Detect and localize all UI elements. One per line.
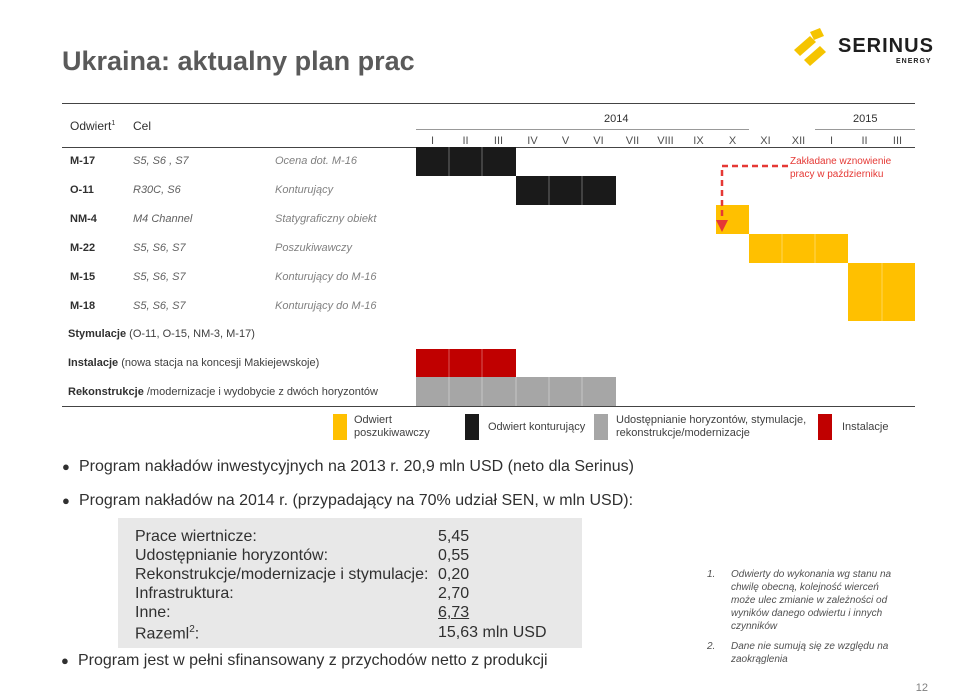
month-label: XII: [791, 135, 806, 147]
legend-label-exploration: Odwiert poszukiwawczy: [354, 414, 430, 439]
month-label: VII: [625, 135, 640, 147]
restart-note: Zakładane wznowienie pracy w październiku: [790, 156, 892, 180]
month-label: VIII: [657, 135, 674, 147]
well-id: M-15: [70, 271, 96, 283]
well-id: M-18: [70, 300, 96, 312]
well-id: O-11: [70, 184, 94, 196]
bullet-funding: ● Program jest w pełni sfinansowany z przychodów netto z produkcji: [61, 652, 548, 669]
legend-swatch-appraisal: [465, 414, 479, 440]
capex-value: 6,73: [438, 604, 470, 621]
capex-total-value: 15,63 mln USD: [438, 624, 547, 641]
page-number: 12: [915, 682, 928, 694]
legend-label-appraisal: Odwiert konturujący: [488, 421, 586, 433]
well-target: M4 Channel: [133, 213, 193, 225]
well-type: Konturujący do M-16: [275, 300, 377, 312]
year-2014: 2014: [604, 113, 629, 125]
reconstruction-row-label: Rekonstrukcje /modernizacje i wydobycie z dwóch horyzontów: [68, 386, 378, 398]
month-label: I: [430, 135, 435, 147]
col-well-header: Odwiert$^1$: [70, 119, 116, 133]
legend-label-workover: Udostępnianie horyzontów, stymulacje, rekonstrukcje/modernizacje: [616, 414, 807, 439]
logo-subtitle: ENERGY: [896, 58, 932, 65]
well-type: Poszukiwawczy: [275, 242, 353, 254]
well-target: R30C, S6: [133, 184, 181, 196]
bullet-icon: ●: [62, 459, 70, 474]
serinus-logo-icon: [790, 28, 836, 68]
month-label: III: [493, 135, 504, 147]
restart-arrow-icon: [712, 146, 792, 236]
capex-value: 2,70: [438, 585, 470, 602]
capex-value: 5,45: [438, 528, 470, 545]
well-type: Statygraficzny obiekt: [275, 213, 377, 225]
well-target: S5, S6, S7: [133, 300, 186, 312]
month-label: III: [892, 135, 903, 147]
footnote-number: 2.: [707, 641, 716, 652]
stimulation-row-label: Stymulacje (O-11, O-15, NM-3, M-17): [68, 328, 255, 340]
footnote-number: 1.: [707, 569, 716, 580]
legend-label-facilities: Instalacje: [842, 421, 889, 433]
capex-value: 0,55: [438, 547, 470, 564]
logo-name: SERINUS: [838, 35, 934, 57]
month-label: I: [829, 135, 834, 147]
page-title: Ukraina: aktualny plan prac: [62, 46, 415, 76]
bullet-capex-2013: ● Program nakładów inwestycyjnych na 2013 r. 20,9 mln USD (neto dla Serinus): [62, 458, 634, 475]
well-type: Konturujący: [275, 184, 334, 196]
month-label: X: [728, 135, 737, 147]
col-target-header: Cel: [133, 119, 152, 133]
month-label: V: [561, 135, 570, 147]
year-2014-rule: [416, 129, 749, 130]
installations-row-label: Instalacje (nowa stacja na koncesji Makiejewskoje): [68, 357, 320, 369]
capex-value: 0,20: [438, 566, 470, 583]
capex-label: Udostępnianie horyzontów:: [135, 547, 329, 564]
legend-swatch-exploration: [333, 414, 347, 440]
month-label: II: [462, 135, 469, 147]
legend-swatch-facilities: [818, 414, 832, 440]
bullet-icon: ●: [62, 493, 70, 508]
footnote-1: Odwierty do wykonania wg stanu na chwilę obecną, kolejność wierceń może ulec zmianie w zależności od wyników danego odwiertu i innych czynników: [731, 569, 892, 632]
well-target: S5, S6, S7: [133, 271, 186, 283]
well-type: Ocena dot. M-16: [275, 155, 357, 167]
well-id: M-22: [70, 242, 96, 254]
bullet-capex-2014: ● Program nakładów na 2014 r. (przypadający na 70% udział SEN, w mln USD):: [62, 492, 634, 509]
legend-swatch-workover: [594, 414, 608, 440]
gantt-grid: [416, 147, 916, 407]
well-target: S5, S6 , S7: [133, 155, 189, 167]
year-2015-rule: [815, 129, 915, 130]
well-target: S5, S6, S7: [133, 242, 186, 254]
year-2015: 2015: [853, 113, 878, 125]
month-label: IX: [693, 135, 704, 147]
well-id: NM-4: [70, 213, 97, 225]
month-label: XI: [760, 135, 771, 147]
capex-total-label: Razeml$^2$:: [135, 624, 200, 643]
capex-label: Inne:: [135, 604, 171, 621]
bullet-icon: ●: [61, 653, 69, 668]
capex-label: Prace wiertnicze:: [135, 528, 257, 545]
capex-label: Infrastruktura:: [135, 585, 234, 602]
well-type: Konturujący do M-16: [275, 271, 377, 283]
footnote-2: Dane nie sumują się ze względu na zaokrąglenia: [731, 641, 889, 665]
month-label: VI: [593, 135, 604, 147]
month-label: IV: [527, 135, 538, 147]
table-top-border: [62, 103, 915, 104]
capex-label: Rekonstrukcje/modernizacje i stymulacje:: [135, 566, 429, 583]
well-id: M-17: [70, 155, 96, 167]
month-label: II: [861, 135, 868, 147]
